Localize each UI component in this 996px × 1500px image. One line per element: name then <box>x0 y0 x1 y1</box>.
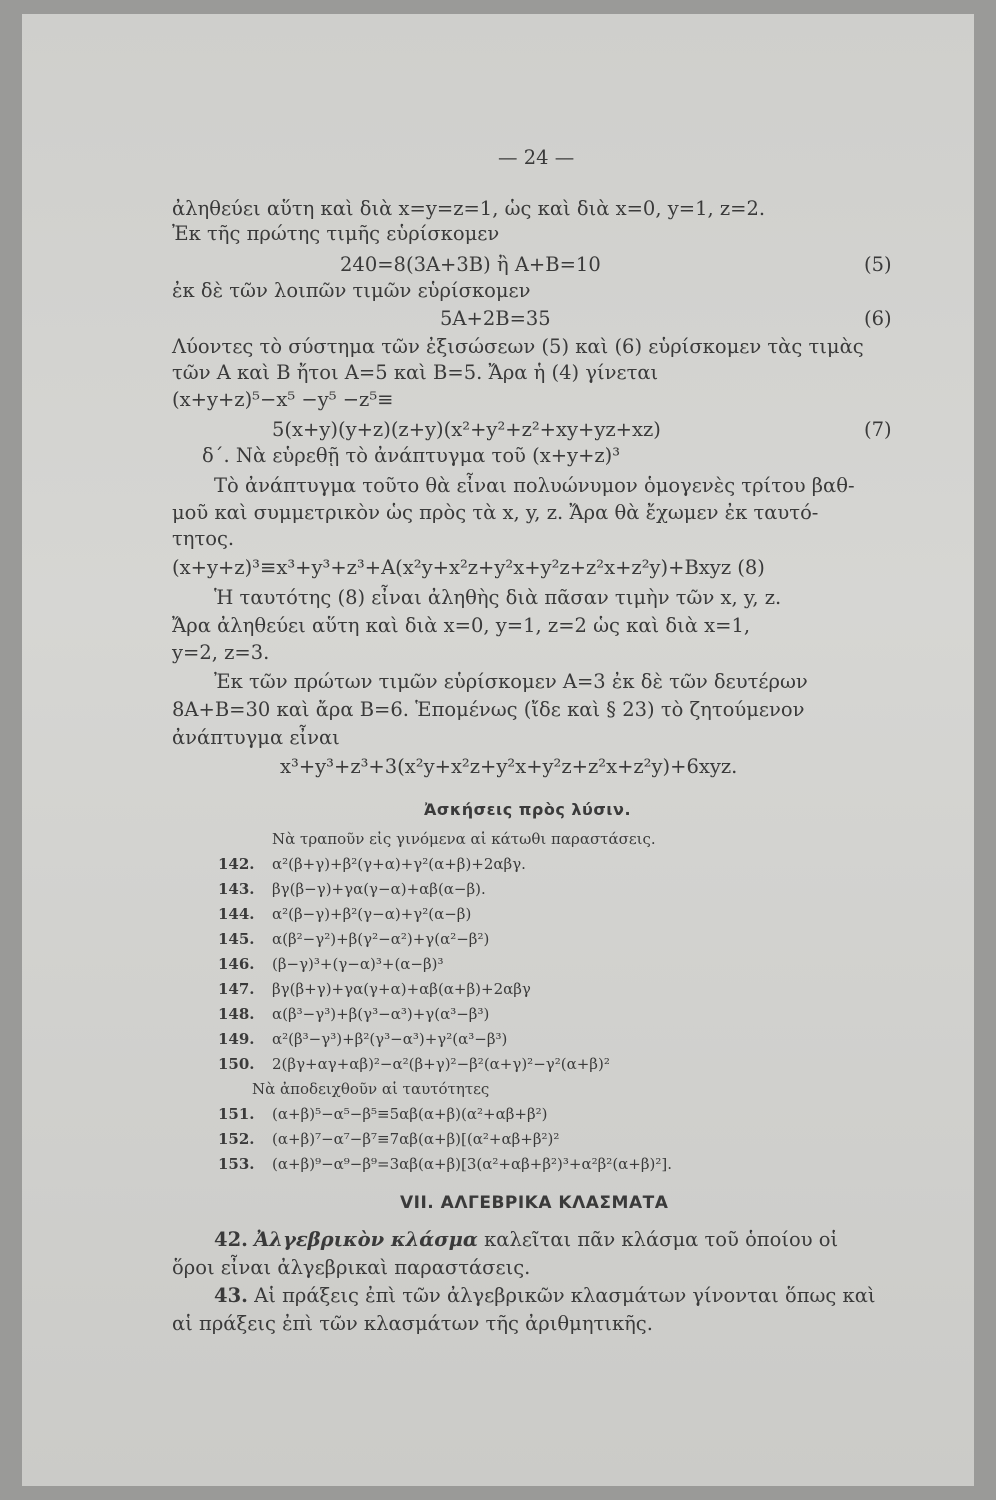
exercise-number: 149. <box>218 1030 255 1048</box>
book-page <box>22 14 974 1486</box>
paragraph-text: καλεῖται πᾶν κλάσμα τοῦ ὁποίου οἱ <box>477 1228 839 1251</box>
exercise-number: 147. <box>218 980 255 998</box>
defined-term: Ἀλγεβρικὸν κλάσμα <box>254 1228 478 1251</box>
text-line: ἀνάπτυγμα εἶναι <box>172 726 340 749</box>
exercise-number: 146. <box>218 955 255 973</box>
text-line: Ἄρα ἀληθεύει αὕτη καὶ διὰ x=0, y=1, z=2 ὡς καὶ διὰ x=1, <box>172 614 751 637</box>
section-number: 42. <box>214 1228 248 1251</box>
equation: (x+y+z)³≡x³+y³+z³+A(x²y+x²z+y²x+y²z+z²x+z²y)+Bxyz (8) <box>172 556 765 579</box>
exercise-expression: 2(βγ+αγ+αβ)²−α²(β+γ)²−β²(α+γ)²−γ²(α+β)² <box>272 1055 610 1073</box>
exercise-expression: βγ(β−γ)+γα(γ−α)+αβ(α−β). <box>272 880 486 898</box>
text-line: τῶν A καὶ B ἤτοι A=5 καὶ B=5. Ἄρα ἡ (4) γίνεται <box>172 361 659 384</box>
text-line: Τὸ ἀνάπτυγμα τοῦτο θὰ εἶναι πολυώνυμον ὁμογενὲς τρίτου βαθ- <box>214 474 855 497</box>
exercises-heading: Ἀσκήσεις πρὸς λύσιν. <box>424 800 632 819</box>
page-number: — 24 — <box>498 146 575 169</box>
exercise-expression: (α+β)⁵−α⁵−β⁵≡5αβ(α+β)(α²+αβ+β²) <box>272 1105 548 1123</box>
exercise-expression: α(β³−γ³)+β(γ³−α³)+γ(α³−β³) <box>272 1005 490 1023</box>
equation-number: (7) <box>864 418 892 441</box>
text-line: Ἐκ τῆς πρώτης τιμῆς εὑρίσκομεν <box>172 222 500 245</box>
text-line: Ἡ ταυτότης (8) εἶναι ἀληθὴς διὰ πᾶσαν τιμὴν τῶν x, y, z. <box>214 586 782 609</box>
exercises-instruction: Νὰ ἀποδειχθοῦν αἱ ταυτότητες <box>252 1080 490 1098</box>
exercise-number: 150. <box>218 1055 255 1073</box>
equation: 5A+2B=35 <box>440 307 551 330</box>
text-line: δ΄. Νὰ εὑρεθῇ τὸ ἀνάπτυγμα τοῦ (x+y+z)³ <box>202 444 621 467</box>
exercise-number: 142. <box>218 855 255 873</box>
exercise-number: 153. <box>218 1155 255 1173</box>
paragraph-line: ὅροι εἶναι ἀλγεβρικαὶ παραστάσεις. <box>172 1256 531 1279</box>
exercise-number: 148. <box>218 1005 255 1023</box>
equation-number: (6) <box>864 307 892 330</box>
text-line: ἐκ δὲ τῶν λοιπῶν τιμῶν εὑρίσκομεν <box>172 279 531 302</box>
exercise-expression: α²(β−γ)+β²(γ−α)+γ²(α−β) <box>272 905 472 923</box>
exercise-expression: α²(β³−γ³)+β²(γ³−α³)+γ²(α³−β³) <box>272 1030 508 1048</box>
section-number: 43. <box>214 1284 248 1307</box>
equation-number: (5) <box>864 253 892 276</box>
exercise-number: 151. <box>218 1105 255 1123</box>
exercise-number: 152. <box>218 1130 255 1148</box>
exercise-number: 144. <box>218 905 255 923</box>
text-line: Ἐκ τῶν πρώτων τιμῶν εὑρίσκομεν A=3 ἐκ δὲ τῶν δευτέρων <box>214 670 808 693</box>
exercise-expression: (β−γ)³+(γ−α)³+(α−β)³ <box>272 955 444 973</box>
exercise-expression: (α+β)⁹−α⁹−β⁹=3αβ(α+β)[3(α²+αβ+β²)³+α²β²(α+β)²]. <box>272 1155 673 1173</box>
text-line: y=2, z=3. <box>172 641 270 664</box>
exercise-number: 143. <box>218 880 255 898</box>
exercise-expression: βγ(β+γ)+γα(γ+α)+αβ(α+β)+2αβγ <box>272 980 531 998</box>
chapter-heading: VII. ΑΛΓΕΒΡΙΚΑ ΚΛΑΣΜΑΤΑ <box>400 1193 669 1213</box>
text-line: τητος. <box>172 527 235 550</box>
text-line: ἀληθεύει αὕτη καὶ διὰ x=y=z=1, ὡς καὶ διὰ x=0, y=1, z=2. <box>172 197 766 220</box>
paragraph-text: Αἱ πράξεις ἐπὶ τῶν ἀλγεβρικῶν κλασμάτων γίνονται ὅπως καὶ <box>254 1284 876 1307</box>
exercise-number: 145. <box>218 930 255 948</box>
equation: 240=8(3A+3B) ἢ A+B=10 <box>340 253 601 276</box>
text-line: Λύοντες τὸ σύστημα τῶν ἐξισώσεων (5) καὶ (6) εὑρίσκομεν τὰς τιμὰς <box>172 335 864 358</box>
exercise-expression: α²(β+γ)+β²(γ+α)+γ²(α+β)+2αβγ. <box>272 855 526 873</box>
equation: 5(x+y)(y+z)(z+y)(x²+y²+z²+xy+yz+xz) <box>272 418 661 441</box>
text-line: μοῦ καὶ συμμετρικὸν ὡς πρὸς τὰ x, y, z. Ἄρα θὰ ἔχωμεν ἐκ ταυτό- <box>172 501 819 524</box>
paragraph-line: αἱ πράξεις ἐπὶ τῶν κλασμάτων τῆς ἀριθμητικῆς. <box>172 1312 653 1335</box>
exercises-instruction: Νὰ τραποῦν εἰς γινόμενα αἱ κάτωθι παραστάσεις. <box>272 830 656 848</box>
paragraph-line <box>214 1228 838 1252</box>
exercise-expression: (α+β)⁷−α⁷−β⁷≡7αβ(α+β)[(α²+αβ+β²)² <box>272 1130 560 1148</box>
equation: (x+y+z)⁵−x⁵ −y⁵ −z⁵≡ <box>172 388 394 411</box>
exercise-expression: α(β²−γ²)+β(γ²−α²)+γ(α²−β²) <box>272 930 490 948</box>
paragraph-line <box>214 1284 876 1308</box>
text-line: 8A+B=30 καὶ ἄρα B=6. Ἑπομένως (ἴδε καὶ § 23) τὸ ζητούμενον <box>172 698 805 721</box>
equation: x³+y³+z³+3(x²y+x²z+y²x+y²z+z²x+z²y)+6xyz. <box>280 755 738 778</box>
